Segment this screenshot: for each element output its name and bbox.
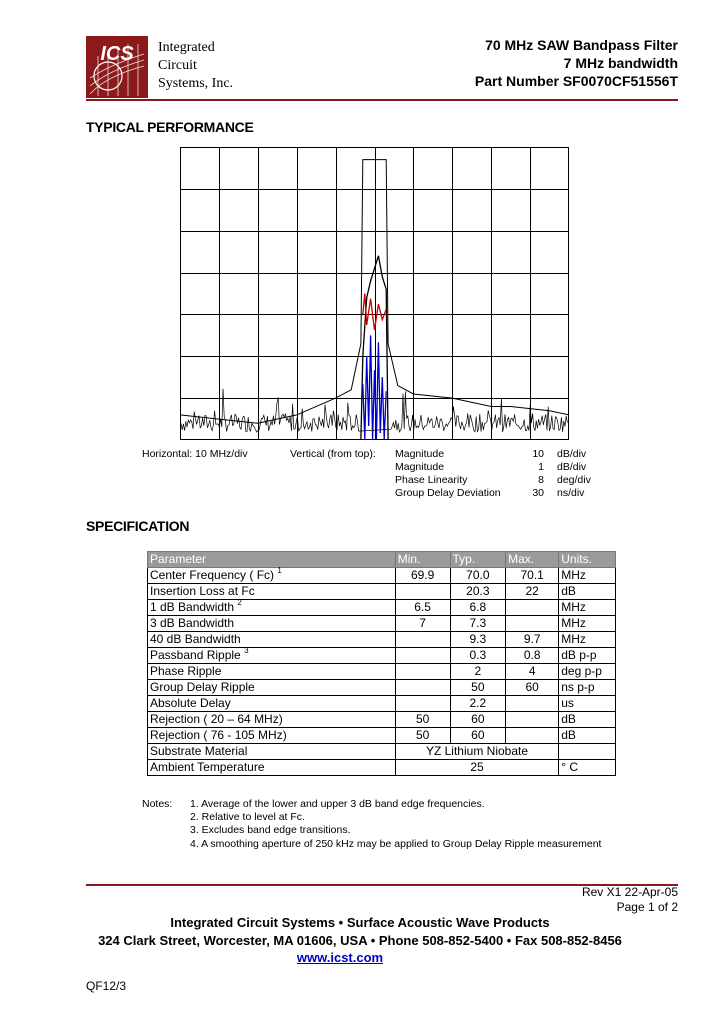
row-parameter (148, 600, 396, 616)
row-typ: 50 (450, 680, 506, 696)
table-row (148, 568, 616, 584)
row-min: 50 (395, 712, 450, 728)
note-3: 3. Excludes band edge transitions. (190, 824, 351, 836)
note-1: 1. Average of the lower and upper 3 dB band edge frequencies. (190, 798, 485, 810)
company-logo (86, 36, 148, 98)
specification-rows (148, 568, 616, 776)
row-typ: 6.8 (450, 600, 506, 616)
parameter-text: Absolute Delay (150, 696, 231, 710)
row-parameter: Substrate Material (148, 744, 396, 760)
parameter-text: 40 dB Bandwidth (150, 632, 241, 646)
row-unit: MHz (559, 616, 616, 632)
row-typ: 9.3 (450, 632, 506, 648)
row-parameter (148, 664, 396, 680)
form-code: QF12/3 (86, 979, 127, 993)
row-min (395, 648, 450, 664)
row-max (506, 600, 559, 616)
row-parameter (148, 632, 396, 648)
row-parameter (148, 648, 396, 664)
table-row (148, 584, 616, 600)
row-unit: us (559, 696, 616, 712)
row-min: 69.9 (395, 568, 450, 584)
row-max (506, 696, 559, 712)
table-row (148, 632, 616, 648)
footnote-marker: 2 (237, 598, 242, 607)
logo-text: ICS (100, 43, 134, 65)
company-name-line-1: Integrated (158, 40, 215, 55)
row-parameter: Ambient Temperature (148, 760, 396, 776)
performance-plot-svg (180, 147, 569, 440)
row-min: 50 (395, 728, 450, 744)
footer-company-line: Integrated Circuit Systems • Surface Acoustic Wave Products (170, 915, 550, 930)
table-row (148, 712, 616, 728)
header-divider (86, 99, 678, 101)
row-max: 22 (506, 584, 559, 600)
row-parameter (148, 728, 396, 744)
logo-graphic (86, 36, 148, 98)
row-max (506, 616, 559, 632)
row-typ: 70.0 (450, 568, 506, 584)
legend-value-2: 1 (538, 461, 544, 473)
page-number: Page 1 of 2 (616, 900, 678, 914)
table-row (148, 616, 616, 632)
row-typ: 0.3 (450, 648, 506, 664)
row-min (395, 632, 450, 648)
row-max: 60 (506, 680, 559, 696)
horizontal-scale-label: Horizontal: 10 MHz/div (142, 448, 248, 460)
revision-date: Rev X1 22-Apr-05 (581, 885, 678, 899)
row-parameter (148, 584, 396, 600)
legend-value-1: 10 (532, 448, 544, 460)
row-typ: 60 (450, 712, 506, 728)
footnote-marker: 1 (277, 566, 282, 575)
row-unit: MHz (559, 632, 616, 648)
row-parameter (148, 712, 396, 728)
specification-table (147, 551, 616, 776)
row-max: 4 (506, 664, 559, 680)
website-link[interactable]: www.icst.com (296, 950, 384, 965)
table-row (148, 728, 616, 744)
header-units: Units. (559, 552, 616, 568)
header-typ: Typ. (450, 552, 506, 568)
row-parameter (148, 616, 396, 632)
performance-plot (180, 147, 569, 440)
row-typ: 2 (450, 664, 506, 680)
row-unit: dB p-p (559, 648, 616, 664)
vertical-scale-label: Vertical (from top): (290, 448, 376, 460)
note-4: 4. A smoothing aperture of 250 kHz may be applied to Group Delay Ripple measurement (190, 838, 602, 850)
row-min: 6.5 (395, 600, 450, 616)
legend-unit-2: dB/div (557, 461, 587, 473)
row-parameter (148, 696, 396, 712)
product-bandwidth: 7 MHz bandwidth (563, 55, 678, 71)
row-max: 70.1 (506, 568, 559, 584)
header-max: Max. (506, 552, 559, 568)
row-unit: ns p-p (559, 680, 616, 696)
row-parameter (148, 680, 396, 696)
row-merged-value: 25 (395, 760, 558, 776)
row-unit: dB (559, 712, 616, 728)
row-typ: 60 (450, 728, 506, 744)
table-row-merged (148, 744, 616, 760)
row-min (395, 680, 450, 696)
typical-performance-title: TYPICAL PERFORMANCE (86, 119, 254, 135)
legend-name-3: Phase Linearity (395, 474, 468, 486)
row-unit: dB (559, 728, 616, 744)
table-row (148, 664, 616, 680)
row-max: 0.8 (506, 648, 559, 664)
parameter-text: Rejection ( 20 – 64 MHz) (150, 712, 283, 726)
legend-name-1: Magnitude (395, 448, 445, 460)
parameter-text: Rejection ( 76 - 105 MHz) (150, 728, 287, 742)
row-min (395, 664, 450, 680)
row-unit: ° C (559, 760, 616, 776)
legend-unit-4: ns/div (557, 487, 585, 499)
specification-title: SPECIFICATION (86, 518, 190, 534)
product-title: 70 MHz SAW Bandpass Filter (485, 37, 678, 53)
row-parameter (148, 568, 396, 584)
footer-address-line: 324 Clark Street, Worcester, MA 01606, USA • Phone 508-852-5400 • Fax 508-852-8456 (98, 933, 622, 948)
row-unit: deg p-p (559, 664, 616, 680)
table-row-merged (148, 760, 616, 776)
legend-name-4: Group Delay Deviation (395, 487, 501, 499)
notes-label: Notes: (142, 798, 173, 810)
parameter-text: 3 dB Bandwidth (150, 616, 235, 630)
legend-unit-1: dB/div (557, 448, 587, 460)
table-row (148, 648, 616, 664)
table-row (148, 680, 616, 696)
row-min (395, 584, 450, 600)
company-name-line-2: Circuit (158, 58, 197, 73)
parameter-text: Group Delay Ripple (150, 680, 255, 694)
row-unit: MHz (559, 600, 616, 616)
row-unit (559, 744, 616, 760)
row-typ: 20.3 (450, 584, 506, 600)
plot-frame (181, 148, 569, 440)
footnote-marker: 3 (244, 646, 249, 655)
parameter-text: Passband Ripple (150, 648, 241, 662)
row-min (395, 696, 450, 712)
legend-name-2: Magnitude (395, 461, 445, 473)
row-min: 7 (395, 616, 450, 632)
row-max (506, 712, 559, 728)
row-typ: 7.3 (450, 616, 506, 632)
company-name-line-3: Systems, Inc. (158, 76, 234, 91)
legend-unit-3: deg/div (557, 474, 591, 486)
part-number: Part Number SF0070CF51556T (474, 73, 678, 89)
row-max (506, 728, 559, 744)
note-2: 2. Relative to level at Fc. (190, 811, 305, 823)
parameter-text: 1 dB Bandwidth (150, 600, 235, 614)
table-row (148, 600, 616, 616)
parameter-text: Center Frequency ( Fc) (150, 568, 275, 582)
legend-value-4: 30 (532, 487, 544, 499)
header-min: Min. (395, 552, 450, 568)
row-typ: 2.2 (450, 696, 506, 712)
legend-value-3: 8 (538, 474, 544, 486)
row-max: 9.7 (506, 632, 559, 648)
row-unit: MHz (559, 568, 616, 584)
parameter-text: Insertion Loss at Fc (150, 584, 255, 598)
row-unit: dB (559, 584, 616, 600)
table-header-row (148, 552, 616, 568)
parameter-text: Phase Ripple (150, 664, 222, 678)
row-merged-value: YZ Lithium Niobate (395, 744, 558, 760)
header-parameter: Parameter (148, 552, 396, 568)
table-row (148, 696, 616, 712)
